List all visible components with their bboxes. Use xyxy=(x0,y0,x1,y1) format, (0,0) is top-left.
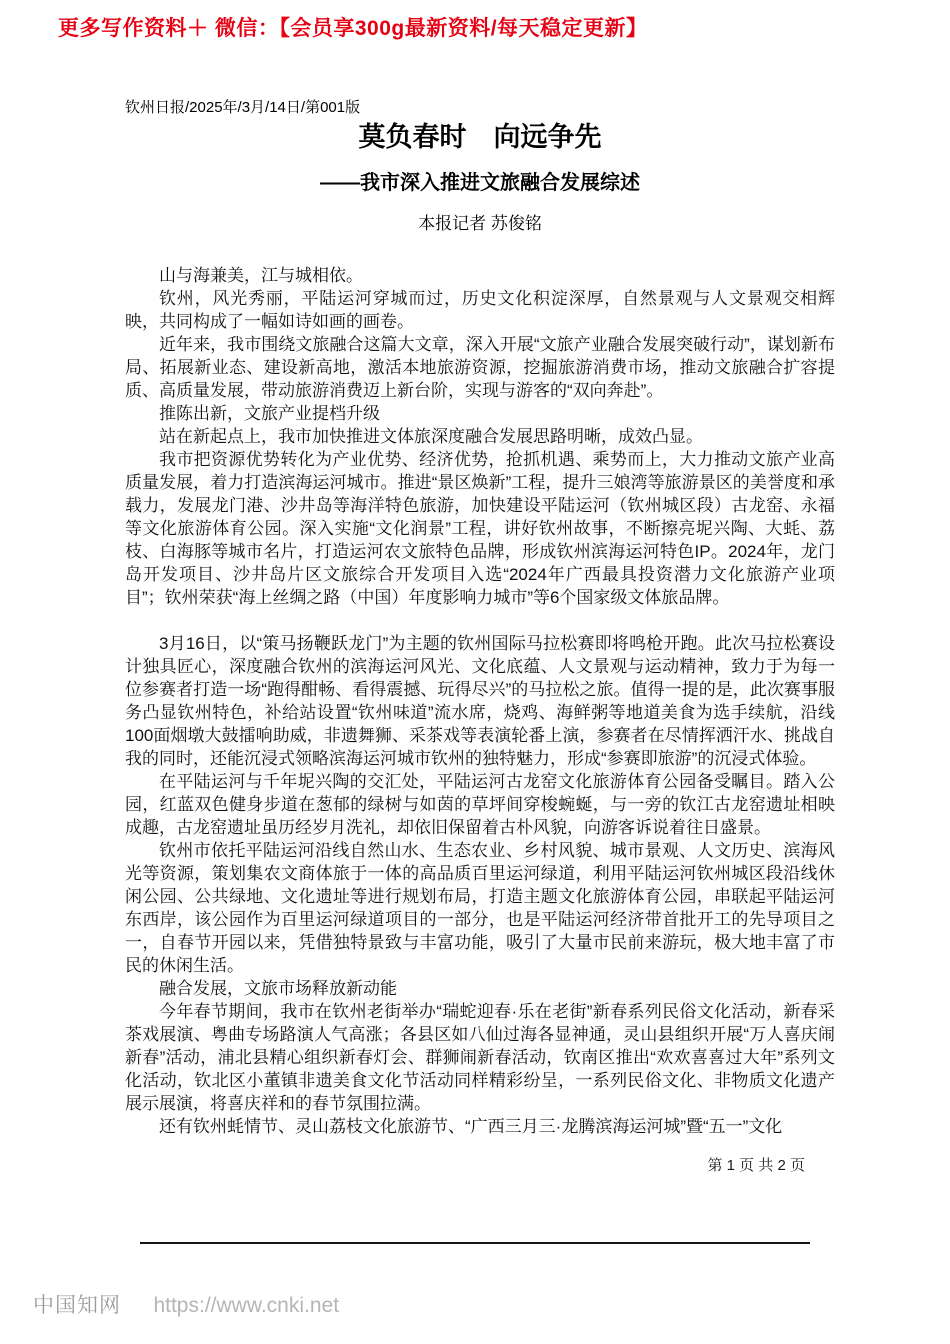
article-document xyxy=(125,98,835,1175)
article-subtitle: ——我市深入推进文旅融合发展综述 xyxy=(320,172,640,195)
section-heading: 推陈出新，文旅产业提档升级 xyxy=(159,404,380,424)
paragraph: 在平陆运河与千年坭兴陶的交汇处，平陆运河古龙窑文化旅游体育公园备受瞩目。踏入公园，红蓝双色健身步道在葱郁的绿树与如茵的草坪间穿梭蜿蜒，与一旁的钦江古龙窑遗址相映成趣，古龙窑遗址虽历经岁月洗礼，却依旧保留着古朴风貌，向游客诉说着往日盛景。 xyxy=(125,772,835,838)
paragraph: 山与海兼美，江与城相依。 xyxy=(159,266,363,286)
paragraph: 近年来，我市围绕文旅融合这篇大文章，深入开展“文旅产业融合发展突破行动”，谋划新布局、拓展新业态、建设新高地，激活本地旅游资源，挖掘旅游消费市场，推动文旅融合扩容提质、高质量发展，带动旅游消费迈上新台阶，实现与游客的“双向奔赴”。 xyxy=(125,335,835,401)
paragraph: 钦州，风光秀丽，平陆运河穿城而过，历史文化积淀深厚，自然景观与人文景观交相辉映，共同构成了一幅如诗如画的画卷。 xyxy=(125,289,835,332)
page-number-indicator: 第 1 页 共 2 页 xyxy=(707,1157,805,1175)
cnki-watermark xyxy=(33,1289,339,1319)
article-title: 莫负春时 向远争先 xyxy=(358,122,602,152)
article-source-line: 钦州日报/2025年/3月/14日/第001版 xyxy=(125,99,361,116)
paragraph: 我市把资源优势转化为产业优势、经济优势，抢抓机遇、乘势而上，大力推动文旅产业高质量发展，着力打造滨海运河城市。推进“景区焕新”工程，提升三娘湾等旅游景区的美誉度和承载力，发展龙门港、沙井岛等海洋特色旅游，加快建设平陆运河（钦州城区段）古龙窑、永福等文化旅游体育公园。深入实施“文化润景”工程，讲好钦州故事，不断擦亮坭兴陶、大蚝、荔枝、白海豚等城市名片，打造运河农文旅特色品牌，形成钦州滨海运河特色IP。2024年，龙门岛开发项目、沙井岛片区文旅综合开发项目入选“2024年广西最具投资潜力文化旅游产业项目”；钦州荣获“海上丝绸之路（中国）年度影响力城市”等6个国家级文体旅品牌。 xyxy=(125,450,835,608)
cnki-logo-text: 中国知网 xyxy=(33,1294,121,1317)
paragraph: 还有钦州蚝情节、灵山荔枝文化旅游节、“广西三月三·龙腾滨海运河城”暨“五一”文化 xyxy=(159,1117,783,1137)
article-byline: 本报记者 苏俊铭 xyxy=(418,214,542,234)
paragraph: 3月16日，以“策马扬鞭跃龙门”为主题的钦州国际马拉松赛即将鸣枪开跑。此次马拉松赛设计独具匠心，深度融合钦州的滨海运河风光、文化底蕴、人文景观与运动精神，致力于为每一位参赛者打造一场“跑得酣畅、看得震撼、玩得尽兴”的马拉松之旅。值得一提的是，此次赛事服务凸显钦州特色，补给站设置“钦州味道”流水席，烧鸡、海鲜粥等地道美食为选手续航，沿线100面烟墩大鼓擂响助威，非遗舞狮、采茶戏等表演轮番上演，参赛者在尽情挥洒汗水、挑战自我的同时，还能沉浸式领略滨海运河城市钦州的独特魅力，形成“参赛即旅游”的沉浸式体验。 xyxy=(125,634,835,769)
cnki-url-text: https://www.cnki.net xyxy=(153,1294,340,1317)
bottom-divider-rule xyxy=(140,1242,810,1244)
section-heading: 融合发展，文旅市场释放新动能 xyxy=(159,979,397,999)
paragraph: 钦州市依托平陆运河沿线自然山水、生态农业、乡村风貌、城市景观、人文历史、滨海风光等资源，策划集农文商体旅于一体的高品质百里运河绿道，利用平陆运河钦州城区段沿线休闲公园、公共绿地、文化遗址等进行规划布局，打造主题文化旅游体育公园，串联起平陆运河东西岸，该公园作为百里运河绿道项目的一部分，也是平陆运河经济带首批开工的先导项目之一，自春节开园以来，凭借独特景致与丰富功能，吸引了大量市民前来游玩，极大地丰富了市民的休闲生活。 xyxy=(125,841,835,976)
promo-banner-text: 更多写作资料＋ 微信：【会员享300g最新资料/每天稳定更新】 xyxy=(58,17,648,40)
paragraph: 今年春节期间，我市在钦州老街举办“瑞蛇迎春·乐在老街”新春系列民俗文化活动，新春采茶戏展演、粤曲专场路演人气高涨；各县区如八仙过海各显神通，灵山县组织开展“万人喜庆闹新春”活动，浦北县精心组织新春灯会、群狮闹新春活动，钦南区推出“欢欢喜喜过大年”系列文化活动，钦北区小董镇非遗美食文化节活动同样精彩纷呈，一系列民俗文化、非物质文化遗产展示展演，将喜庆祥和的春节氛围拉满。 xyxy=(125,1002,835,1114)
paragraph: 站在新起点上，我市加快推进文体旅深度融合发展思路明晰，成效凸显。 xyxy=(159,427,703,447)
article-body xyxy=(125,264,835,1138)
